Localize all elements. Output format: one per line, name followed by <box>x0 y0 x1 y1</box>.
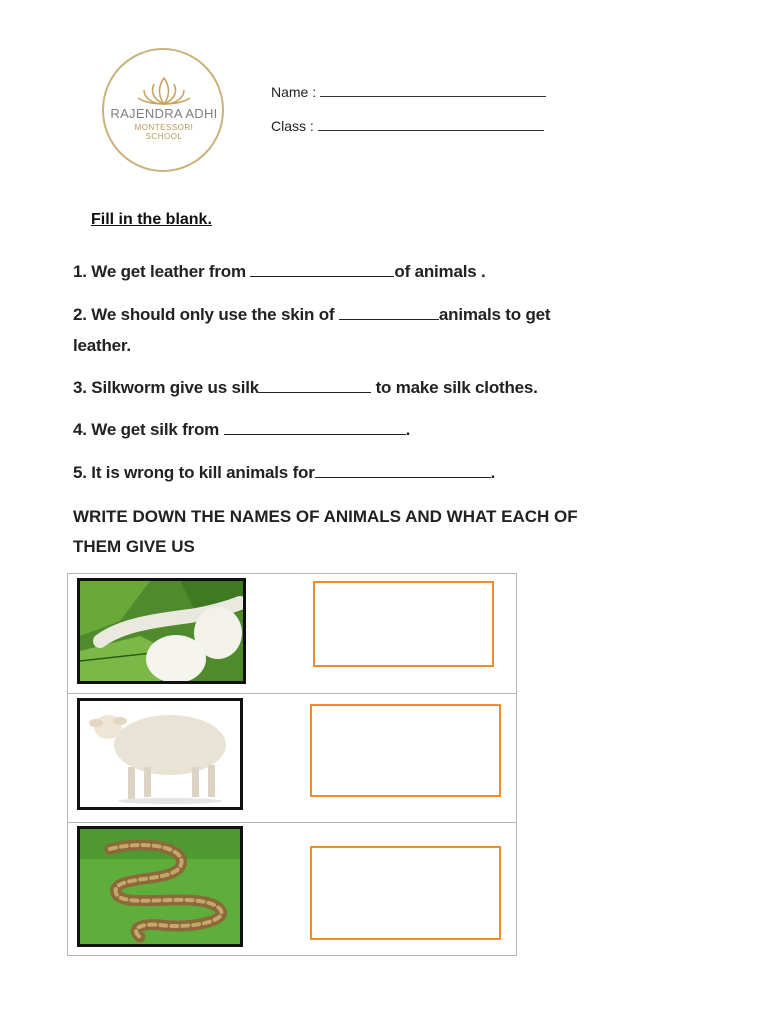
answer-box-2[interactable] <box>310 704 501 797</box>
name-field <box>271 84 546 100</box>
answer-blank[interactable] <box>250 262 394 277</box>
question-4 <box>73 420 410 440</box>
class-label: Class : <box>271 118 314 134</box>
class-field <box>271 118 544 134</box>
question-1 <box>73 262 486 282</box>
section2-heading-line2: THEM GIVE US <box>73 537 195 556</box>
row-divider <box>68 693 516 694</box>
question-text: animals to get <box>438 305 551 324</box>
question-text: 2. We should only use the skin of <box>73 305 339 324</box>
question-text: . <box>490 463 496 482</box>
lotus-icon <box>134 74 194 108</box>
name-label: Name : <box>271 84 317 100</box>
question-2 <box>73 305 550 325</box>
class-blank[interactable] <box>318 118 544 131</box>
answer-box-3[interactable] <box>310 846 501 940</box>
question-text: 1. We get leather from <box>73 262 251 281</box>
answer-blank[interactable] <box>259 378 371 393</box>
section2-heading <box>73 502 578 562</box>
logo-school-name: RAJENDRA ADHI <box>110 106 218 121</box>
answer-blank[interactable] <box>315 463 491 478</box>
question-text: of animals . <box>394 262 486 281</box>
question-text: to make silk clothes. <box>371 378 538 397</box>
question-3 <box>73 378 538 398</box>
section2-heading-line1: WRITE DOWN THE NAMES OF ANIMALS AND WHAT EACH OF <box>73 507 578 526</box>
answer-box-1[interactable] <box>313 581 494 667</box>
school-logo <box>92 38 236 186</box>
question-text: . <box>405 420 411 439</box>
logo-subtitle-1: MONTESSORI <box>134 123 194 132</box>
sheep-image <box>77 698 243 810</box>
answer-blank[interactable] <box>339 305 439 320</box>
snake-image <box>77 826 243 947</box>
animals-table <box>67 573 517 956</box>
answer-blank[interactable] <box>224 420 406 435</box>
question-text: 3. Silkworm give us silk <box>73 378 260 397</box>
question-2-continued: leather. <box>73 336 131 355</box>
logo-subtitle-2: SCHOOL <box>145 132 183 141</box>
question-text: 4. We get silk from <box>73 420 224 439</box>
question-text: 5. It is wrong to kill animals for <box>73 463 315 482</box>
name-blank[interactable] <box>320 84 546 97</box>
silkworm-image <box>77 578 246 684</box>
row-divider <box>68 822 516 823</box>
fill-blank-heading: Fill in the blank. <box>91 211 212 228</box>
question-5 <box>73 463 495 483</box>
